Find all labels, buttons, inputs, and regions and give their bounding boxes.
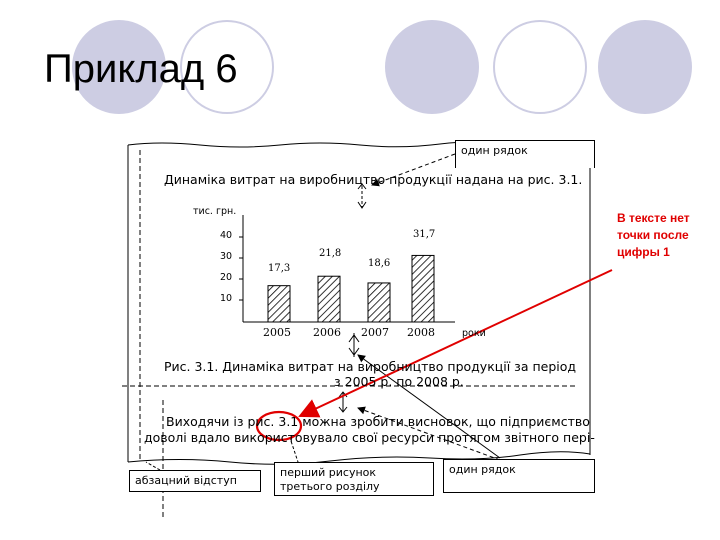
- bar-value-label-2008: 31,7: [413, 229, 436, 240]
- body-line1: Виходячи із рис. 3.1 можна зробити висновок, що підприємство: [166, 414, 590, 429]
- note-first-figure-text: перший рисунок третього розділу: [280, 466, 380, 493]
- bar-value-label-2006: 21,8: [319, 248, 342, 259]
- note-one-line-top: [455, 140, 595, 168]
- y-tick-10: 10: [220, 293, 233, 304]
- note-first-figure: [274, 462, 434, 496]
- intro-line: Динаміка витрат на виробництво продукції надана на рис. 3.1.: [164, 172, 583, 187]
- bar-2008: [412, 255, 434, 322]
- x-tick-2008: 2008: [407, 326, 435, 339]
- annotation-text: В тексте нет точки после цифры 1: [617, 211, 690, 259]
- y-tick-40: 40: [220, 230, 233, 241]
- chart-bars: [268, 255, 434, 322]
- note-one-line-top-text: один рядок: [461, 144, 528, 157]
- note-one-line-bottom-text: один рядок: [449, 463, 516, 476]
- figure-caption-line2: з 2005 р. по 2008 р.: [334, 374, 464, 389]
- x-tick-2005: 2005: [263, 326, 291, 339]
- x-tick-2006: 2006: [313, 326, 341, 339]
- bar-2006: [318, 276, 340, 322]
- bar-2007: [368, 283, 390, 322]
- annotation-arrow: [300, 270, 612, 416]
- bar-2005: [268, 286, 290, 322]
- figure-caption-line1: Рис. 3.1. Динаміка витрат на виробництво продукції за період: [164, 359, 577, 374]
- x-tick-2007: 2007: [361, 326, 389, 339]
- bar-value-label-2007: 18,6: [368, 258, 391, 269]
- chart-ylabel: тис. грн.: [193, 206, 237, 217]
- note-one-line-bottom: [443, 459, 595, 493]
- bar-value-label-2005: 17,3: [268, 263, 291, 274]
- y-tick-30: 30: [220, 251, 233, 262]
- body-line2: доволі вдало використовувало свої ресурси протягом звітного пері-: [144, 430, 595, 445]
- note-paragraph-indent-text: абзацний відступ: [135, 474, 237, 487]
- note-paragraph-indent: [129, 470, 261, 492]
- chart-xlabel: роки: [462, 328, 486, 339]
- slide-title: Приклад 6: [44, 47, 238, 91]
- y-tick-20: 20: [220, 272, 233, 283]
